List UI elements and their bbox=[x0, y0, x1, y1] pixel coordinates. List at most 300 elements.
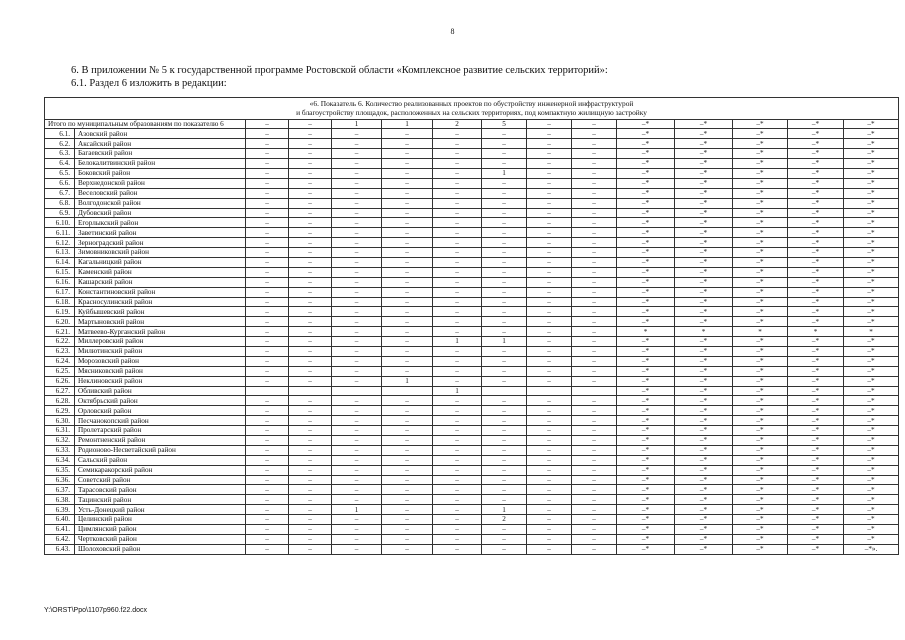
value-cell: – bbox=[572, 495, 617, 505]
value-cell: –* bbox=[617, 317, 675, 327]
value-cell: – bbox=[382, 129, 433, 139]
value-cell: –* bbox=[733, 525, 788, 535]
row-number: 6.30. bbox=[45, 416, 75, 426]
value-cell: –* bbox=[617, 139, 675, 149]
value-cell: –* bbox=[788, 465, 844, 475]
value-cell: –* bbox=[788, 347, 844, 357]
value-cell: –* bbox=[675, 228, 733, 238]
value-cell: – bbox=[289, 267, 332, 277]
value-cell: –* bbox=[617, 347, 675, 357]
value-cell: –* bbox=[617, 248, 675, 258]
table-row bbox=[45, 159, 899, 169]
value-cell: – bbox=[289, 238, 332, 248]
value-cell: – bbox=[246, 159, 289, 169]
table-row bbox=[45, 485, 899, 495]
value-cell: – bbox=[482, 317, 527, 327]
value-cell: – bbox=[289, 277, 332, 287]
value-cell: – bbox=[382, 495, 433, 505]
row-number: 6.1. bbox=[45, 129, 75, 139]
value-cell: – bbox=[382, 297, 433, 307]
value-cell: – bbox=[433, 178, 482, 188]
value-cell: – bbox=[332, 475, 382, 485]
value-cell: – bbox=[482, 198, 527, 208]
value-cell: – bbox=[572, 218, 617, 228]
district-name: Кагальницкий район bbox=[75, 257, 246, 267]
indicator-table-container bbox=[44, 97, 878, 555]
value-cell: – bbox=[482, 455, 527, 465]
value-cell: – bbox=[332, 139, 382, 149]
value-cell: –* bbox=[733, 208, 788, 218]
value-cell: – bbox=[246, 257, 289, 267]
row-number: 6.4. bbox=[45, 159, 75, 169]
value-cell: –* bbox=[675, 465, 733, 475]
value-cell: – bbox=[482, 544, 527, 554]
value-cell: – bbox=[332, 416, 382, 426]
value-cell: –* bbox=[788, 436, 844, 446]
value-cell: – bbox=[572, 139, 617, 149]
value-cell: –* bbox=[844, 178, 899, 188]
value-cell: – bbox=[433, 416, 482, 426]
total-value-cell: –* bbox=[675, 120, 733, 129]
value-cell: – bbox=[433, 356, 482, 366]
total-value-cell: 1 bbox=[382, 120, 433, 129]
district-name: Заветинский район bbox=[75, 228, 246, 238]
value-cell: –* bbox=[675, 149, 733, 159]
district-name: Шолоховский район bbox=[75, 544, 246, 554]
value-cell: –* bbox=[675, 515, 733, 525]
value-cell: – bbox=[332, 307, 382, 317]
row-number: 6.29. bbox=[45, 406, 75, 416]
value-cell: –* bbox=[675, 218, 733, 228]
value-cell: – bbox=[289, 287, 332, 297]
value-cell: –* bbox=[733, 337, 788, 347]
value-cell: – bbox=[433, 198, 482, 208]
row-number: 6.38. bbox=[45, 495, 75, 505]
value-cell: – bbox=[572, 327, 617, 337]
indicator-table bbox=[44, 97, 899, 555]
value-cell: – bbox=[572, 168, 617, 178]
district-name: Зерноградский район bbox=[75, 238, 246, 248]
footer-file-path: Y:\ORST\Ppo\1107p960.f22.docx bbox=[44, 607, 147, 614]
table-row bbox=[45, 525, 899, 535]
value-cell: –* bbox=[733, 257, 788, 267]
value-cell: – bbox=[382, 287, 433, 297]
value-cell: – bbox=[382, 544, 433, 554]
value-cell: – bbox=[332, 168, 382, 178]
value-cell: 1 bbox=[332, 505, 382, 515]
row-number: 6.36. bbox=[45, 475, 75, 485]
table-row bbox=[45, 208, 899, 218]
value-cell: – bbox=[246, 356, 289, 366]
value-cell: – bbox=[527, 485, 572, 495]
value-cell: –* bbox=[675, 376, 733, 386]
value-cell: – bbox=[527, 475, 572, 485]
value-cell: –* bbox=[788, 218, 844, 228]
value-cell: – bbox=[332, 238, 382, 248]
row-number: 6.32. bbox=[45, 436, 75, 446]
value-cell: – bbox=[527, 445, 572, 455]
table-header-line-1: «6. Показатель 6. Количество реализованных проектов по обустройству инженерной инфраструктурой bbox=[309, 99, 634, 108]
value-cell: – bbox=[246, 485, 289, 495]
value-cell: –* bbox=[844, 525, 899, 535]
district-name: Дубовский район bbox=[75, 208, 246, 218]
value-cell: – bbox=[433, 366, 482, 376]
district-name: Советский район bbox=[75, 475, 246, 485]
value-cell: – bbox=[332, 208, 382, 218]
value-cell: – bbox=[332, 188, 382, 198]
total-value-cell: 2 bbox=[433, 120, 482, 129]
value-cell: –* bbox=[844, 366, 899, 376]
value-cell: – bbox=[482, 534, 527, 544]
value-cell: –* bbox=[617, 218, 675, 228]
value-cell: – bbox=[332, 396, 382, 406]
value-cell: – bbox=[572, 337, 617, 347]
value-cell: –* bbox=[788, 426, 844, 436]
value-cell: – bbox=[382, 218, 433, 228]
intro-paragraph-2: 6.1. Раздел 6 изложить в редакции: bbox=[71, 78, 227, 89]
value-cell: –* bbox=[844, 198, 899, 208]
table-row bbox=[45, 376, 899, 386]
value-cell: – bbox=[433, 129, 482, 139]
value-cell: – bbox=[382, 505, 433, 515]
value-cell: – bbox=[572, 416, 617, 426]
value-cell: – bbox=[246, 505, 289, 515]
value-cell bbox=[572, 386, 617, 396]
row-number: 6.13. bbox=[45, 248, 75, 258]
value-cell: –* bbox=[733, 297, 788, 307]
value-cell: – bbox=[382, 485, 433, 495]
value-cell: – bbox=[572, 178, 617, 188]
value-cell: –* bbox=[733, 515, 788, 525]
value-cell: –* bbox=[675, 129, 733, 139]
total-value-cell: –* bbox=[844, 120, 899, 129]
value-cell: – bbox=[289, 534, 332, 544]
value-cell: – bbox=[433, 485, 482, 495]
value-cell: – bbox=[482, 485, 527, 495]
value-cell: –* bbox=[788, 297, 844, 307]
value-cell: –* bbox=[617, 159, 675, 169]
value-cell: –* bbox=[844, 426, 899, 436]
value-cell: – bbox=[433, 218, 482, 228]
value-cell: –* bbox=[844, 248, 899, 258]
value-cell: – bbox=[572, 129, 617, 139]
value-cell bbox=[527, 386, 572, 396]
value-cell: – bbox=[289, 188, 332, 198]
table-row bbox=[45, 505, 899, 515]
value-cell: – bbox=[527, 327, 572, 337]
value-cell: – bbox=[332, 485, 382, 495]
value-cell: – bbox=[433, 515, 482, 525]
value-cell: –* bbox=[675, 307, 733, 317]
value-cell bbox=[246, 386, 289, 396]
value-cell: –* bbox=[788, 139, 844, 149]
value-cell: –* bbox=[844, 317, 899, 327]
table-row bbox=[45, 287, 899, 297]
district-name: Родионово-Несветайский район bbox=[75, 445, 246, 455]
table-row bbox=[45, 228, 899, 238]
value-cell: – bbox=[527, 168, 572, 178]
district-name: Обливский район bbox=[75, 386, 246, 396]
value-cell: –* bbox=[733, 317, 788, 327]
district-name: Сальский район bbox=[75, 455, 246, 465]
value-cell: –* bbox=[844, 218, 899, 228]
value-cell: – bbox=[433, 426, 482, 436]
table-row bbox=[45, 218, 899, 228]
table-row bbox=[45, 455, 899, 465]
value-cell: –* bbox=[675, 277, 733, 287]
value-cell: – bbox=[482, 139, 527, 149]
table-row bbox=[45, 347, 899, 357]
value-cell: –* bbox=[617, 515, 675, 525]
district-name: Боковский район bbox=[75, 168, 246, 178]
value-cell: – bbox=[246, 337, 289, 347]
value-cell: – bbox=[289, 317, 332, 327]
value-cell: –* bbox=[617, 495, 675, 505]
value-cell: – bbox=[433, 149, 482, 159]
value-cell: – bbox=[382, 337, 433, 347]
table-row bbox=[45, 238, 899, 248]
value-cell: – bbox=[332, 426, 382, 436]
row-number: 6.40. bbox=[45, 515, 75, 525]
value-cell: – bbox=[382, 406, 433, 416]
value-cell: –* bbox=[733, 416, 788, 426]
total-value-cell: –* bbox=[617, 120, 675, 129]
value-cell: – bbox=[572, 248, 617, 258]
value-cell: –* bbox=[675, 178, 733, 188]
value-cell: – bbox=[527, 347, 572, 357]
value-cell bbox=[289, 386, 332, 396]
district-name: Семикаракорский район bbox=[75, 465, 246, 475]
value-cell: –* bbox=[675, 238, 733, 248]
row-number: 6.23. bbox=[45, 347, 75, 357]
value-cell: – bbox=[482, 129, 527, 139]
value-cell: –* bbox=[788, 505, 844, 515]
value-cell: –* bbox=[844, 495, 899, 505]
value-cell: – bbox=[482, 238, 527, 248]
row-number: 6.22. bbox=[45, 337, 75, 347]
row-number: 6.20. bbox=[45, 317, 75, 327]
value-cell: – bbox=[527, 159, 572, 169]
value-cell: – bbox=[527, 139, 572, 149]
value-cell: – bbox=[382, 396, 433, 406]
table-header-cell bbox=[45, 98, 899, 120]
row-number: 6.43. bbox=[45, 544, 75, 554]
value-cell: –* bbox=[788, 248, 844, 258]
value-cell: –* bbox=[844, 129, 899, 139]
value-cell: –* bbox=[844, 159, 899, 169]
value-cell: –* bbox=[617, 178, 675, 188]
value-cell: – bbox=[289, 465, 332, 475]
value-cell: –* bbox=[733, 267, 788, 277]
value-cell: –* bbox=[788, 356, 844, 366]
value-cell: –* bbox=[788, 445, 844, 455]
table-header-line-2: и благоустройству площадок, расположенных на сельских территориях, под компактную жилищную застройку bbox=[296, 107, 647, 117]
value-cell: – bbox=[482, 228, 527, 238]
value-cell: –* bbox=[844, 465, 899, 475]
value-cell: – bbox=[572, 208, 617, 218]
value-cell: –* bbox=[617, 356, 675, 366]
district-name: Куйбышевский район bbox=[75, 307, 246, 317]
value-cell: – bbox=[289, 436, 332, 446]
value-cell: – bbox=[289, 455, 332, 465]
value-cell: – bbox=[527, 188, 572, 198]
row-number: 6.7. bbox=[45, 188, 75, 198]
value-cell: * bbox=[733, 327, 788, 337]
value-cell: –* bbox=[675, 337, 733, 347]
value-cell: –* bbox=[617, 475, 675, 485]
value-cell: –* bbox=[675, 188, 733, 198]
value-cell: – bbox=[382, 228, 433, 238]
value-cell: –* bbox=[675, 159, 733, 169]
value-cell: – bbox=[382, 317, 433, 327]
value-cell: –* bbox=[733, 386, 788, 396]
table-row bbox=[45, 248, 899, 258]
value-cell: –* bbox=[675, 426, 733, 436]
value-cell: – bbox=[527, 455, 572, 465]
value-cell: – bbox=[482, 495, 527, 505]
intro-paragraph-1: 6. В приложении № 5 к государственной программе Ростовской области «Комплексное развитие сельских территорий»: bbox=[71, 65, 608, 76]
value-cell: – bbox=[433, 248, 482, 258]
value-cell: – bbox=[572, 257, 617, 267]
district-name: Тацинский район bbox=[75, 495, 246, 505]
value-cell: – bbox=[332, 544, 382, 554]
value-cell: – bbox=[527, 218, 572, 228]
value-cell: – bbox=[289, 475, 332, 485]
value-cell: –* bbox=[675, 297, 733, 307]
value-cell: – bbox=[246, 515, 289, 525]
value-cell: – bbox=[382, 178, 433, 188]
value-cell: – bbox=[246, 317, 289, 327]
row-number: 6.14. bbox=[45, 257, 75, 267]
table-row bbox=[45, 544, 899, 554]
total-value-cell: 5 bbox=[482, 120, 527, 129]
value-cell: –* bbox=[617, 426, 675, 436]
table-row bbox=[45, 416, 899, 426]
value-cell: – bbox=[482, 327, 527, 337]
value-cell: – bbox=[289, 347, 332, 357]
value-cell: – bbox=[246, 406, 289, 416]
table-row bbox=[45, 317, 899, 327]
value-cell: –* bbox=[788, 188, 844, 198]
row-number: 6.24. bbox=[45, 356, 75, 366]
value-cell: –* bbox=[733, 505, 788, 515]
value-cell: – bbox=[289, 505, 332, 515]
row-number: 6.37. bbox=[45, 485, 75, 495]
value-cell: –* bbox=[844, 149, 899, 159]
value-cell: – bbox=[527, 238, 572, 248]
value-cell: –* bbox=[675, 475, 733, 485]
row-number: 6.39. bbox=[45, 505, 75, 515]
row-number: 6.33. bbox=[45, 445, 75, 455]
row-number: 6.27. bbox=[45, 386, 75, 396]
value-cell: –* bbox=[788, 416, 844, 426]
value-cell: –* bbox=[844, 356, 899, 366]
value-cell: – bbox=[289, 396, 332, 406]
value-cell: – bbox=[433, 188, 482, 198]
value-cell: – bbox=[289, 485, 332, 495]
row-number: 6.42. bbox=[45, 534, 75, 544]
value-cell: –* bbox=[675, 208, 733, 218]
value-cell: – bbox=[433, 495, 482, 505]
value-cell: –* bbox=[733, 406, 788, 416]
table-row bbox=[45, 366, 899, 376]
value-cell: 2 bbox=[482, 515, 527, 525]
value-cell: – bbox=[246, 297, 289, 307]
value-cell: – bbox=[482, 356, 527, 366]
value-cell: –* bbox=[733, 129, 788, 139]
value-cell: – bbox=[382, 248, 433, 258]
value-cell: – bbox=[246, 267, 289, 277]
value-cell: – bbox=[332, 287, 382, 297]
value-cell: –* bbox=[617, 188, 675, 198]
value-cell: –* bbox=[675, 267, 733, 277]
value-cell: –* bbox=[733, 238, 788, 248]
value-cell: –* bbox=[675, 198, 733, 208]
value-cell: – bbox=[527, 317, 572, 327]
value-cell: –* bbox=[788, 238, 844, 248]
value-cell: – bbox=[382, 475, 433, 485]
row-number: 6.11. bbox=[45, 228, 75, 238]
value-cell: – bbox=[433, 317, 482, 327]
value-cell: – bbox=[382, 267, 433, 277]
value-cell: – bbox=[332, 327, 382, 337]
value-cell: –* bbox=[617, 257, 675, 267]
value-cell: –* bbox=[733, 307, 788, 317]
value-cell: – bbox=[433, 445, 482, 455]
value-cell: –* bbox=[844, 139, 899, 149]
table-row bbox=[45, 386, 899, 396]
value-cell: – bbox=[289, 366, 332, 376]
value-cell: –* bbox=[844, 406, 899, 416]
value-cell: –* bbox=[844, 475, 899, 485]
value-cell: – bbox=[572, 445, 617, 455]
district-name: Чертковский район bbox=[75, 534, 246, 544]
value-cell: –* bbox=[617, 525, 675, 535]
value-cell: –* bbox=[733, 534, 788, 544]
row-number: 6.31. bbox=[45, 426, 75, 436]
value-cell: – bbox=[433, 277, 482, 287]
value-cell: –* bbox=[733, 426, 788, 436]
value-cell: –* bbox=[617, 396, 675, 406]
value-cell: – bbox=[482, 149, 527, 159]
value-cell: – bbox=[332, 356, 382, 366]
value-cell: – bbox=[527, 307, 572, 317]
value-cell: – bbox=[527, 376, 572, 386]
value-cell: – bbox=[382, 465, 433, 475]
value-cell: – bbox=[572, 347, 617, 357]
value-cell: – bbox=[572, 188, 617, 198]
district-name: Белокалитвинский район bbox=[75, 159, 246, 169]
value-cell: –* bbox=[675, 406, 733, 416]
value-cell: –* bbox=[617, 445, 675, 455]
value-cell: – bbox=[289, 525, 332, 535]
value-cell: –* bbox=[617, 149, 675, 159]
value-cell: – bbox=[482, 267, 527, 277]
row-number: 6.21. bbox=[45, 327, 75, 337]
value-cell: – bbox=[246, 307, 289, 317]
row-number: 6.25. bbox=[45, 366, 75, 376]
page-number: 8 bbox=[450, 27, 455, 36]
value-cell: –* bbox=[788, 396, 844, 406]
value-cell: –* bbox=[675, 139, 733, 149]
value-cell: –* bbox=[675, 287, 733, 297]
value-cell: – bbox=[332, 445, 382, 455]
value-cell: – bbox=[433, 297, 482, 307]
value-cell: – bbox=[433, 376, 482, 386]
value-cell: – bbox=[246, 248, 289, 258]
value-cell: –* bbox=[733, 396, 788, 406]
row-number: 6.8. bbox=[45, 198, 75, 208]
